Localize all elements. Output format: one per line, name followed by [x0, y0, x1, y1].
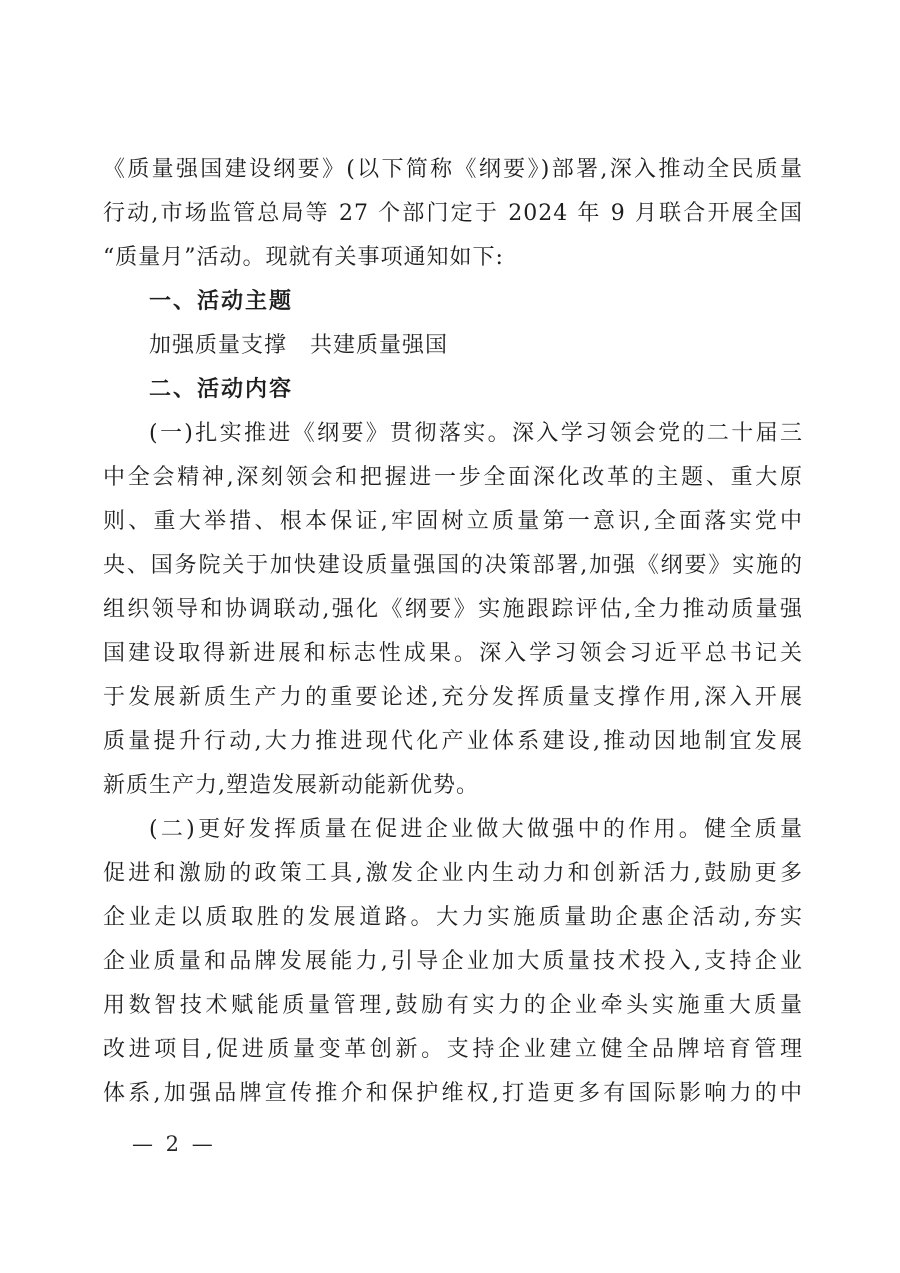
document-text-line: “质量月”活动。现就有关事项通知如下: — [103, 245, 504, 270]
document-text-line: 《质量强国建设纲要》(以下简称《纲要》)部署,深入推动全民质量 — [103, 157, 803, 182]
section-heading-line: 一、活动主题 — [149, 289, 294, 314]
document-text-line: (一)扎实推进《纲要》贯彻落实。深入学习领会党的二十届三 — [149, 421, 803, 446]
document-text-line: (二)更好发挥质量在促进企业做大做强中的作用。健全质量 — [149, 817, 803, 842]
document-text-line: 体系,加强品牌宣传推介和保护维权,打造更多有国际影响力的中 — [103, 1081, 803, 1106]
document-text-line: 促进和激励的政策工具,激发企业内生动力和创新活力,鼓励更多 — [103, 861, 803, 886]
document-text-line: 用数智技术赋能质量管理,鼓励有实力的企业牵头实施重大质量 — [103, 993, 803, 1018]
document-text-line: 质量提升行动,大力推进现代化产业体系建设,推动因地制宜发展 — [103, 729, 803, 754]
document-text-line: 改进项目,促进质量变革创新。支持企业建立健全品牌培育管理 — [103, 1037, 803, 1062]
document-text-line: 加强质量支撑 共建质量强国 — [149, 333, 449, 358]
document-text-line: 新质生产力,塑造发展新动能新优势。 — [103, 773, 479, 798]
document-text-line: 则、重大举措、根本保证,牢固树立质量第一意识,全面落实党中 — [103, 509, 803, 534]
document-body — [103, 148, 803, 1116]
document-text-line: 组织领导和协调联动,强化《纲要》实施跟踪评估,全力推动质量强 — [103, 597, 803, 622]
document-text-line: 企业质量和品牌发展能力,引导企业加大质量技术投入,支持企业 — [103, 949, 803, 974]
document-text-line: 国建设取得新进展和标志性成果。深入学习领会习近平总书记关 — [103, 641, 803, 666]
page-number: — 2 — — [132, 1132, 216, 1156]
document-text-line: 中全会精神,深刻领会和把握进一步全面深化改革的主题、重大原 — [103, 465, 803, 490]
section-heading-line: 二、活动内容 — [149, 377, 294, 402]
document-text-line: 企业走以质取胜的发展道路。大力实施质量助企惠企活动,夯实 — [103, 905, 803, 930]
document-text-line: 央、国务院关于加快建设质量强国的决策部署,加强《纲要》实施的 — [103, 553, 803, 578]
document-text-line: 行动,市场监管总局等 27 个部门定于 2024 年 9 月联合开展全国 — [103, 201, 803, 226]
document-text-line: 于发展新质生产力的重要论述,充分发挥质量支撑作用,深入开展 — [103, 685, 803, 710]
